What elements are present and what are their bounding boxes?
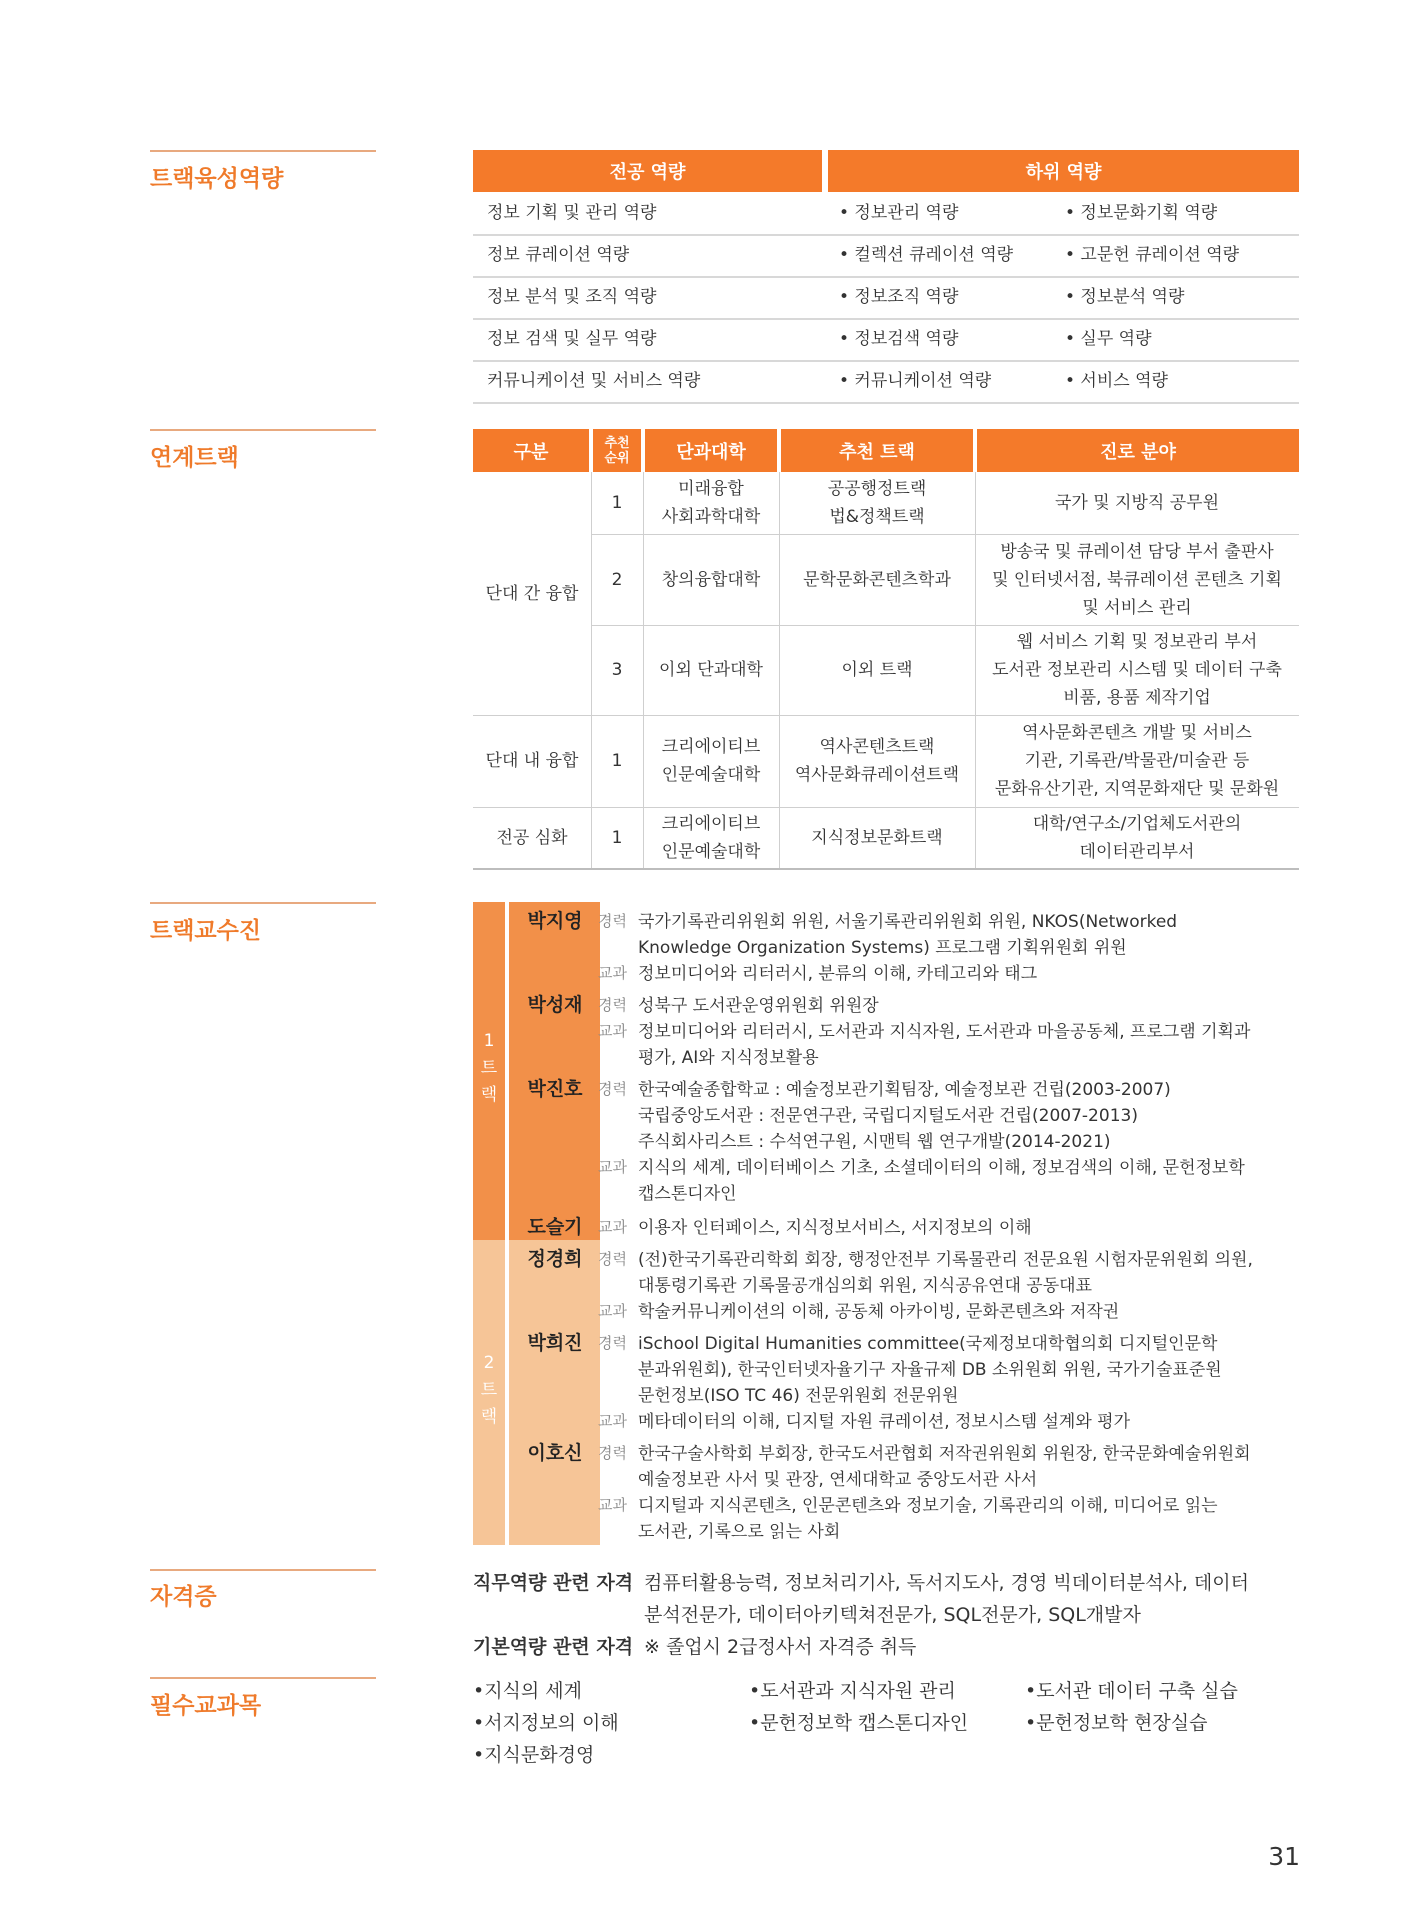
section-rule: [150, 902, 376, 904]
career-tag: 경력: [598, 1334, 627, 1352]
section-title-competency: 트랙육성역량: [150, 166, 284, 192]
career-cell: 국가 및 지방직 공무원: [1054, 493, 1219, 513]
sub-cell: • 서비스 역량: [1065, 371, 1168, 391]
college-cell: [643, 715, 779, 807]
track-cell: 이외 트랙: [841, 660, 913, 680]
college-cell: [643, 472, 779, 534]
cell-line: 사회과학대학: [661, 507, 761, 527]
rank-cell: 1: [611, 493, 623, 513]
cell-line: 역사콘텐츠트랙: [819, 737, 935, 757]
career-line: 국립중앙도서관 : 전문연구관, 국립디지털도서관 건립(2007-2013): [638, 1106, 1138, 1126]
course-item: •문헌정보학 현장실습: [1025, 1712, 1208, 1734]
table-row: [473, 276, 1299, 320]
cell-line: 역사문화콘텐츠 개발 및 서비스: [1022, 723, 1252, 743]
course-item: •지식의 세계: [473, 1680, 583, 1702]
header-college: 단과대학: [645, 429, 777, 472]
professor-name: 정경희: [527, 1248, 583, 1270]
career-line: iSchool Digital Humanities committee(국제정보대학협의회 디지털인문학: [638, 1334, 1218, 1354]
major-cell: 정보 기획 및 관리 역량: [487, 203, 657, 223]
track1-name-band: [509, 902, 600, 1240]
header-rank-line: 추천: [604, 435, 630, 451]
college-cell: 이외 단과대학: [659, 660, 763, 680]
header-major-competency: 전공 역량: [473, 150, 822, 192]
major-cell: 정보 검색 및 실무 역량: [487, 329, 657, 349]
sub-cell: • 정보관리 역량: [839, 203, 959, 223]
course-line: 정보미디어와 리터러시, 도서관과 지식자원, 도서관과 마을공동체, 프로그램 기획과: [638, 1022, 1251, 1042]
cell-line: 공공행정트랙: [827, 479, 927, 499]
table-bottom-rule: [473, 868, 1299, 870]
cell-line: 웹 서비스 기획 및 정보관리 부서: [1016, 632, 1258, 652]
professor-name: 박지영: [527, 910, 583, 932]
cell-line: 미래융합: [678, 479, 744, 499]
course-item: •문헌정보학 캡스톤디자인: [749, 1712, 969, 1734]
career-tag: 경력: [598, 996, 627, 1014]
section-title-linked: 연계트랙: [150, 445, 239, 471]
career-tag: 경력: [598, 1250, 627, 1268]
course-tag: 교과: [598, 1412, 627, 1430]
course-tag: 교과: [598, 1302, 627, 1320]
section-rule: [150, 429, 376, 431]
career-tag: 경력: [598, 1444, 627, 1462]
cell-line: 도서관 정보관리 시스템 및 데이터 구축: [992, 660, 1282, 680]
career-cell: [975, 625, 1299, 715]
track2-name-band: [509, 1240, 600, 1545]
sub-cell: • 실무 역량: [1065, 329, 1152, 349]
career-line: 분과위원회), 한국인터넷자율기구 자율규제 DB 소위원회 위원, 국가기술표준원: [638, 1360, 1222, 1380]
section-title-faculty: 트랙교수진: [150, 918, 262, 944]
track1-label: [474, 1028, 504, 1109]
sub-cell: • 커뮤니케이션 역량: [839, 371, 992, 391]
course-line: 메타데이터의 이해, 디지털 자원 큐레이션, 정보시스템 설계와 평가: [638, 1412, 1131, 1432]
table-row: [473, 234, 1299, 278]
header-category: 구분: [473, 429, 589, 472]
career-line: 국가기록관리위원회 위원, 서울기록관리위원회 위원, NKOS(Networked: [638, 912, 1178, 932]
job-cert-line: 컴퓨터활용능력, 정보처리기사, 독서지도사, 경영 빅데이터분석사, 데이터: [644, 1572, 1249, 1594]
course-line: 이용자 인터페이스, 지식정보서비스, 서지정보의 이해: [638, 1218, 1032, 1238]
major-cell: 커뮤니케이션 및 서비스 역량: [487, 371, 701, 391]
course-tag: 교과: [598, 1218, 627, 1236]
course-line: 캡스톤디자인: [638, 1184, 737, 1204]
course-tag: 교과: [598, 1158, 627, 1176]
college-cell: 창의융합대학: [661, 569, 761, 590]
sub-cell: • 고문헌 큐레이션 역량: [1065, 245, 1240, 265]
track-label-char: 랙: [480, 1085, 498, 1105]
career-line: 대통령기록관 기록물공개심의회 위원, 지식공유연대 공동대표: [638, 1276, 1092, 1296]
course-item: •서지정보의 이해: [473, 1712, 619, 1734]
track-cell: [779, 715, 975, 807]
job-cert-label: 직무역량 관련 자격: [473, 1572, 634, 1594]
track-cell: [779, 472, 975, 534]
track-label-char: 2: [483, 1353, 495, 1373]
course-item: •도서관과 지식자원 관리: [749, 1680, 956, 1702]
professor-name: 이호신: [527, 1442, 583, 1464]
course-line: 도서관, 기록으로 읽는 사회: [638, 1522, 841, 1542]
rank-cell: 1: [611, 751, 623, 771]
track-cell: 문학문화콘텐츠학과: [803, 569, 951, 590]
sub-cell: • 정보분석 역량: [1065, 287, 1185, 307]
page-number: 31: [1268, 1842, 1300, 1871]
cell-line: 기관, 기록관/박물관/미술관 등: [1024, 751, 1250, 771]
career-line: 한국예술종합학교 : 예술정보관기획팀장, 예술정보관 건립(2003-2007): [638, 1080, 1171, 1100]
major-cell: 정보 큐레이션 역량: [487, 245, 630, 265]
table-row: [473, 192, 1299, 236]
cell-line: 문화유산기관, 지역문화재단 및 문화원: [994, 779, 1280, 799]
sub-cell: • 정보조직 역량: [839, 287, 959, 307]
cell-line: 크리에이티브: [661, 813, 761, 834]
course-tag: 교과: [598, 1496, 627, 1514]
cell-line: 크리에이티브: [661, 737, 761, 757]
career-line: 성북구 도서관운영위원회 위원장: [638, 996, 879, 1016]
rank-cell: 3: [611, 660, 623, 680]
professor-name: 박희진: [527, 1332, 583, 1354]
track-label-char: 랙: [480, 1407, 498, 1427]
course-line: 디지털과 지식콘텐츠, 인문콘텐츠와 정보기술, 기록관리의 이해, 미디어로 읽는: [638, 1496, 1218, 1516]
group-intra-college: 단대 내 융합: [485, 751, 579, 771]
cell-line: 및 인터넷서점, 북큐레이션 콘텐츠 기획: [992, 569, 1282, 590]
cell-line: 데이터관리부서: [1079, 841, 1195, 862]
section-rule: [150, 1569, 376, 1571]
section-title-certificate: 자격증: [150, 1584, 217, 1610]
course-tag: 교과: [598, 1022, 627, 1040]
career-tag: 경력: [598, 912, 627, 930]
sub-cell: • 정보문화기획 역량: [1065, 203, 1218, 223]
professor-name: 도슬기: [527, 1216, 583, 1238]
cell-line: 비품, 용품 제작기업: [1063, 688, 1211, 708]
track-cell: 지식정보문화트랙: [811, 827, 943, 848]
professor-name: 박진호: [527, 1078, 583, 1100]
professor-name: 박성재: [527, 994, 583, 1016]
career-line: 주식회사리스트 : 수석연구원, 시맨틱 웹 연구개발(2014-2021): [638, 1132, 1111, 1152]
course-line: 지식의 세계, 데이터베이스 기초, 소셜데이터의 이해, 정보검색의 이해, 문헌정보학: [638, 1158, 1245, 1178]
rank-cell: 1: [611, 827, 623, 848]
table-row: [473, 360, 1299, 404]
track2-label: [474, 1350, 504, 1431]
track-label-char: 트: [480, 1058, 498, 1078]
career-cell: [975, 807, 1299, 868]
basic-cert-value: ※ 졸업시 2급정사서 자격증 취득: [644, 1636, 917, 1658]
career-line: 한국구술사학회 부회장, 한국도서관협회 저작권위원회 위원장, 한국문화예술위원회: [638, 1444, 1251, 1464]
course-item: •지식문화경영: [473, 1744, 595, 1766]
cell-line: 방송국 및 큐레이션 담당 부서 출판사: [1000, 541, 1274, 562]
group-inter-college: 단대 간 융합: [485, 583, 579, 604]
course-line: 정보미디어와 리터러시, 분류의 이해, 카테고리와 태그: [638, 964, 1038, 984]
basic-cert-label: 기본역량 관련 자격: [473, 1636, 634, 1658]
cell-line: 인문예술대학: [661, 765, 761, 785]
sub-cell: • 컬렉션 큐레이션 역량: [839, 245, 1014, 265]
cell-line: 역사문화큐레이션트랙: [794, 765, 960, 785]
career-line: 문헌정보(ISO TC 46) 전문위원회 전문위원: [638, 1386, 959, 1406]
course-item: •도서관 데이터 구축 실습: [1025, 1680, 1238, 1702]
track-label-char: 트: [480, 1380, 498, 1400]
header-sub-competency: 하위 역량: [828, 150, 1299, 192]
section-title-required: 필수교과목: [150, 1693, 262, 1719]
rank-cell: 2: [611, 569, 623, 590]
career-line: (전)한국기록관리학회 회장, 행정안전부 기록물관리 전문요원 시험자문위원회 의원,: [638, 1250, 1253, 1270]
cell-line: 및 서비스 관리: [1082, 597, 1192, 618]
course-line: 학술커뮤니케이션의 이해, 공동체 아카이빙, 문화콘텐츠와 저작권: [638, 1302, 1120, 1322]
course-tag: 교과: [598, 964, 627, 982]
job-cert-line: 분석전문가, 데이터아키텍쳐전문가, SQL전문가, SQL개발자: [644, 1604, 1141, 1626]
major-cell: 정보 분석 및 조직 역량: [487, 287, 657, 307]
sub-cell: • 정보검색 역량: [839, 329, 959, 349]
career-cell: [975, 534, 1299, 625]
section-rule: [150, 1677, 376, 1679]
cell-line: 대학/연구소/기업체도서관의: [1032, 813, 1242, 834]
header-rank-line: 순위: [604, 450, 630, 466]
track-label-char: 1: [483, 1031, 495, 1051]
group-major-deep: 전공 심화: [496, 827, 568, 848]
course-line: 평가, AI와 지식정보활용: [638, 1048, 819, 1068]
career-line: 예술정보관 사서 및 관장, 연세대학교 중앙도서관 사서: [638, 1470, 1038, 1490]
career-tag: 경력: [598, 1080, 627, 1098]
header-rank: [593, 429, 641, 472]
header-track: 추천 트랙: [781, 429, 973, 472]
cell-line: 법&정책트랙: [829, 507, 925, 527]
cell-line: 인문예술대학: [661, 841, 761, 862]
career-line: Knowledge Organization Systems) 프로그램 기획위원회 위원: [638, 938, 1127, 958]
college-cell: [643, 807, 779, 868]
career-cell: [975, 715, 1299, 807]
header-career: 진로 분야: [977, 429, 1299, 472]
table-row: [473, 318, 1299, 362]
section-rule: [150, 150, 376, 152]
